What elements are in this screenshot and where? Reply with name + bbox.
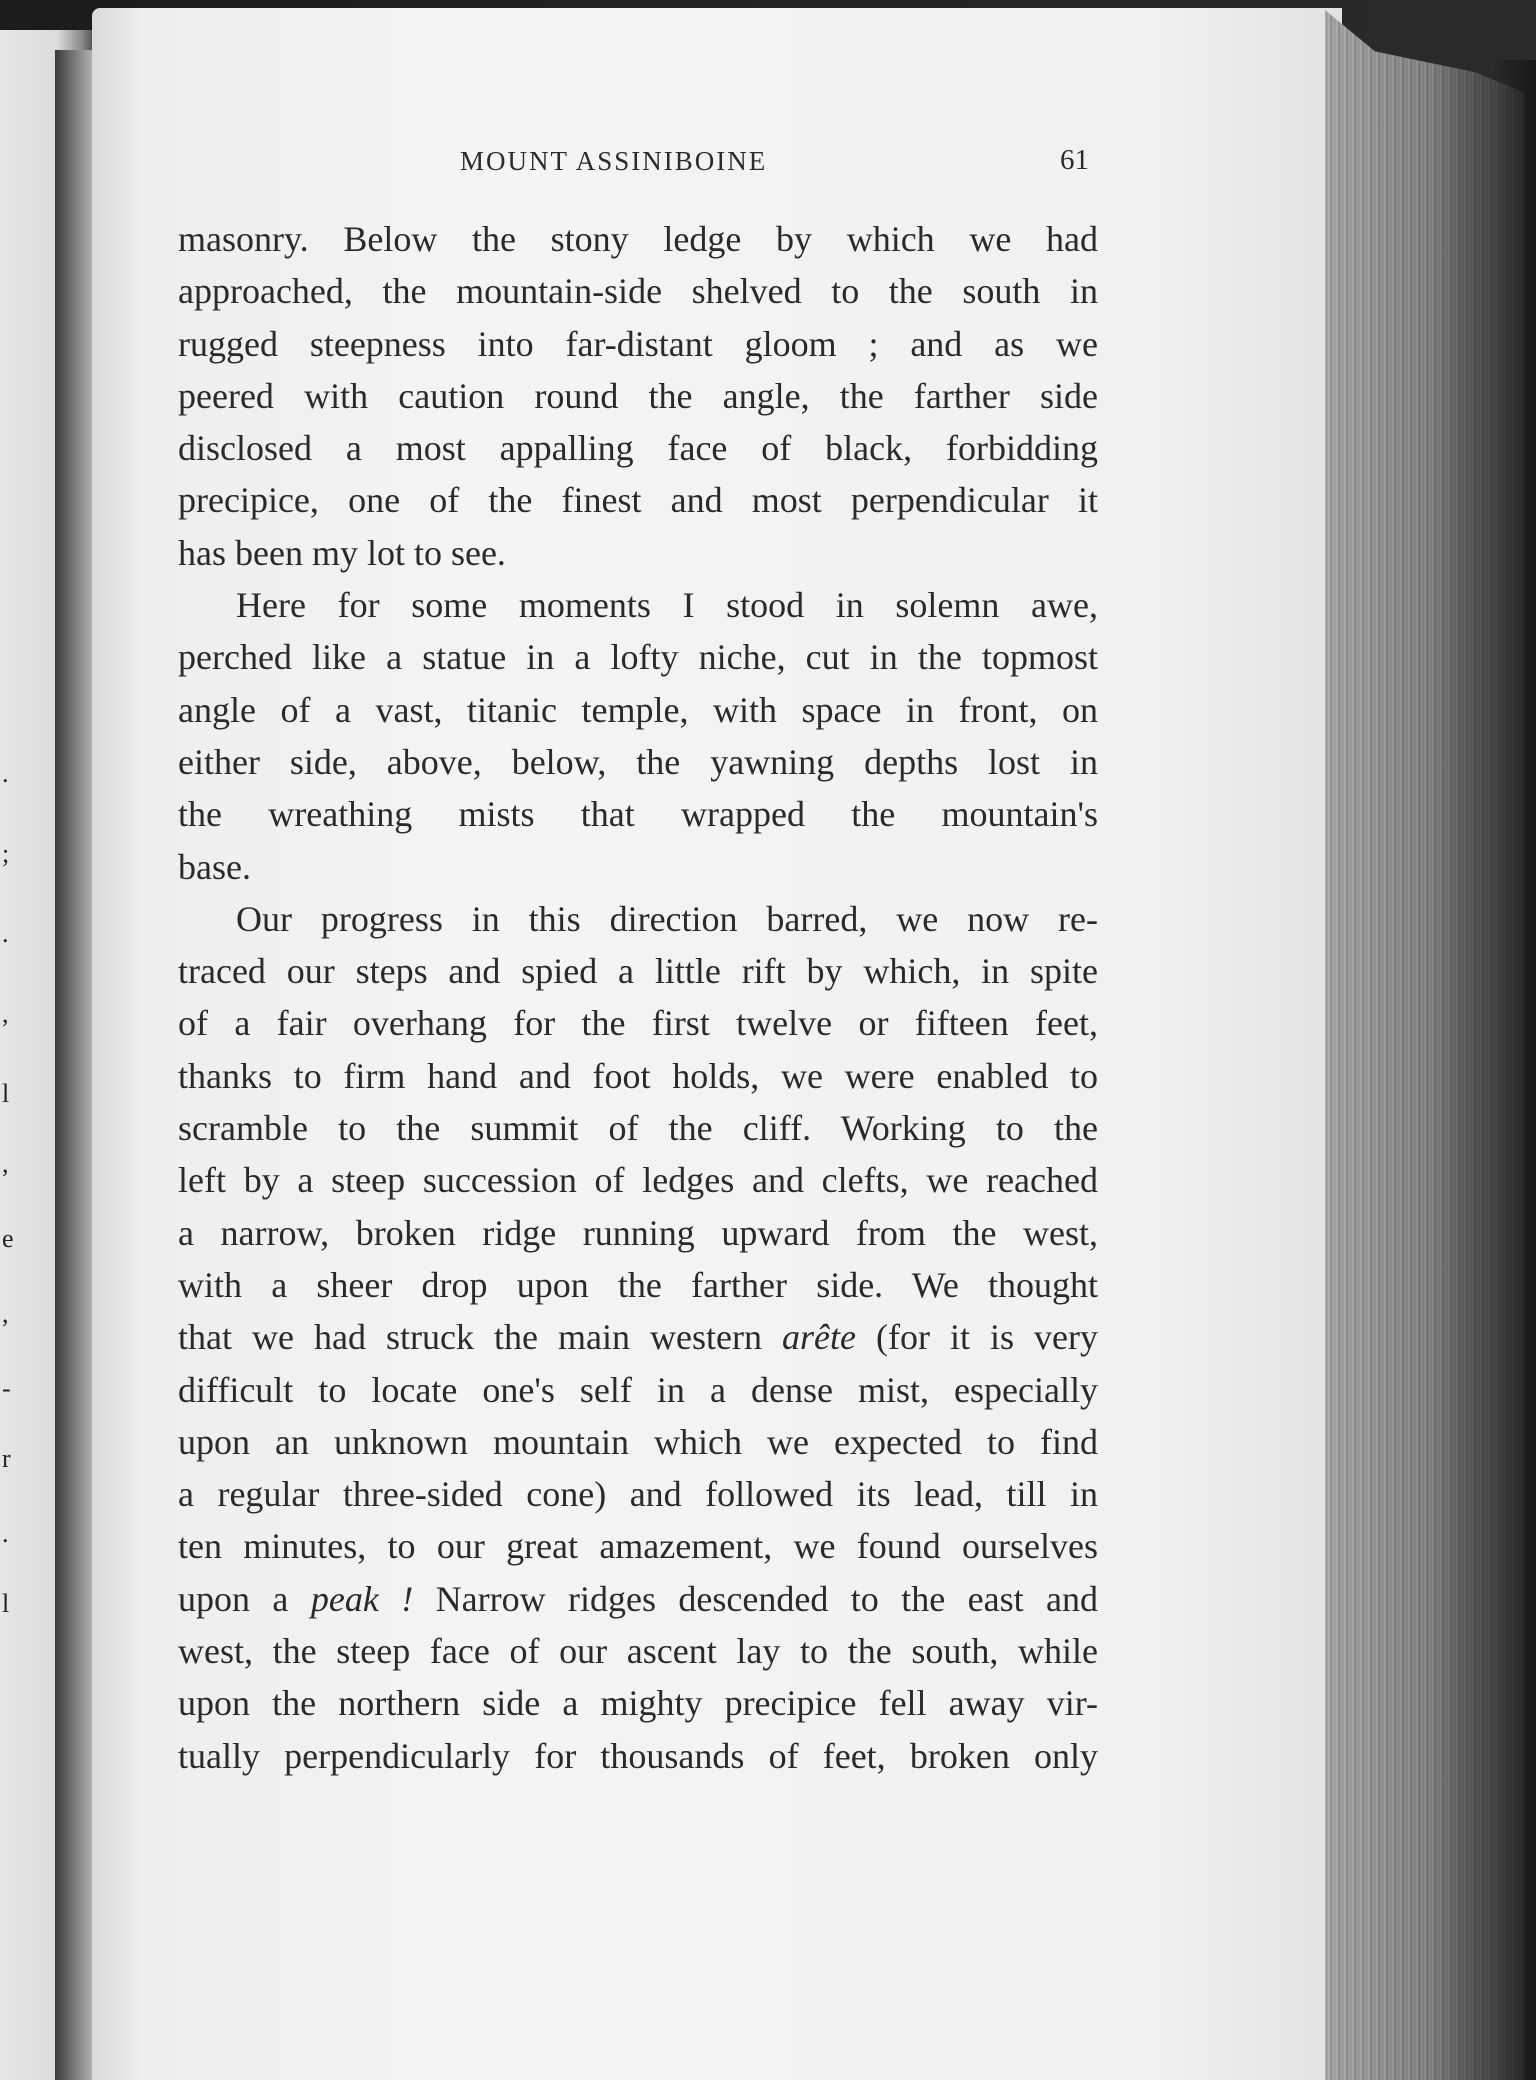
text-line: masonry. Below the stony ledge by which we had — [178, 219, 1098, 259]
text-line: scramble to the summit of the cliff. Working to the — [178, 1108, 1098, 1149]
left-page-glyph: l — [2, 1589, 10, 1618]
text-line: Our progress in this direction barred, we now re- — [236, 898, 1098, 939]
body-text — [178, 213, 1098, 1782]
text-line: the wreathing mists that wrapped the mountain's — [178, 794, 1098, 835]
text-segment: (for it is very — [855, 1317, 1098, 1358]
text-segment: Narrow ridges descended to the east and — [413, 1578, 1098, 1619]
text-line: ten minutes, to our great amazement, we found ourselves — [178, 1526, 1098, 1567]
text-line — [178, 1573, 1098, 1625]
text-line: angle of a vast, titanic temple, with space in front, on — [178, 689, 1098, 730]
text-line: traced our steps and spied a little rift by which, in spite — [178, 951, 1098, 992]
left-page-glyph: . — [2, 919, 9, 948]
left-page-glyph: l — [2, 1079, 10, 1108]
running-header — [92, 146, 1152, 186]
text-line: rugged steepness into far-distant gloom ; and as we — [178, 323, 1098, 364]
text-line: approached, the mountain-side shelved to the south in — [178, 271, 1098, 312]
paragraph — [178, 893, 1098, 1782]
left-page-glyph: . — [2, 1519, 9, 1548]
text-line: a regular three-sided cone) and followed its lead, till in — [178, 1474, 1098, 1515]
text-line: of a fair overhang for the first twelve or fifteen feet, — [178, 1003, 1098, 1044]
left-page-glyph: , — [2, 999, 9, 1028]
paragraph — [178, 579, 1098, 893]
text-line: upon an unknown mountain which we expected to find — [178, 1421, 1098, 1462]
text-line: disclosed a most appalling face of black, forbidding — [178, 428, 1098, 469]
text-line: peered with caution round the angle, the farther side — [178, 375, 1098, 416]
text-line: with a sheer drop upon the farther side. We thought — [178, 1264, 1098, 1305]
text-line: thanks to firm hand and foot holds, we were enabled to — [178, 1055, 1098, 1096]
italic-word: peak ! — [310, 1578, 414, 1619]
left-page-glyph: r — [2, 1444, 11, 1473]
text-line: west, the steep face of our ascent lay to the south, while — [178, 1631, 1098, 1672]
text-line: either side, above, below, the yawning depths lost in — [178, 741, 1098, 782]
text-line: has been my lot to see. — [178, 532, 506, 573]
text-line: a narrow, broken ridge running upward from the west, — [178, 1212, 1098, 1253]
text-line: left by a steep succession of ledges and clefts, we reached — [178, 1160, 1098, 1201]
text-segment: upon a — [178, 1578, 311, 1619]
page-number: 61 — [1060, 144, 1089, 176]
text-line: base. — [178, 846, 251, 887]
text-line: Here for some moments I stood in solemn awe, — [236, 585, 1098, 626]
text-segment: that we had struck the main western — [178, 1317, 782, 1358]
text-line: difficult to locate one's self in a dense mist, especially — [178, 1369, 1098, 1410]
paragraph — [178, 213, 1098, 579]
text-line: upon the northern side a mighty precipice fell away vir- — [178, 1683, 1098, 1724]
left-page-glyph: ; — [2, 839, 10, 868]
left-page-glyph: e — [2, 1224, 14, 1253]
text-line: tually perpendicularly for thousands of feet, broken only — [178, 1735, 1098, 1776]
running-title: MOUNT ASSINIBOINE — [460, 146, 768, 176]
left-page-glyph: , — [2, 1149, 9, 1178]
text-line — [178, 1311, 1098, 1363]
text-line: perched like a statue in a lofty niche, cut in the topmost — [178, 637, 1098, 678]
left-page-glyph: - — [2, 1374, 11, 1403]
page-edge-shadow — [1430, 60, 1536, 2080]
left-page-glyph: . — [2, 759, 9, 788]
text-line: precipice, one of the finest and most perpendicular it — [178, 480, 1098, 521]
left-page-glyph: , — [2, 1299, 9, 1328]
italic-word: arête — [781, 1317, 856, 1358]
